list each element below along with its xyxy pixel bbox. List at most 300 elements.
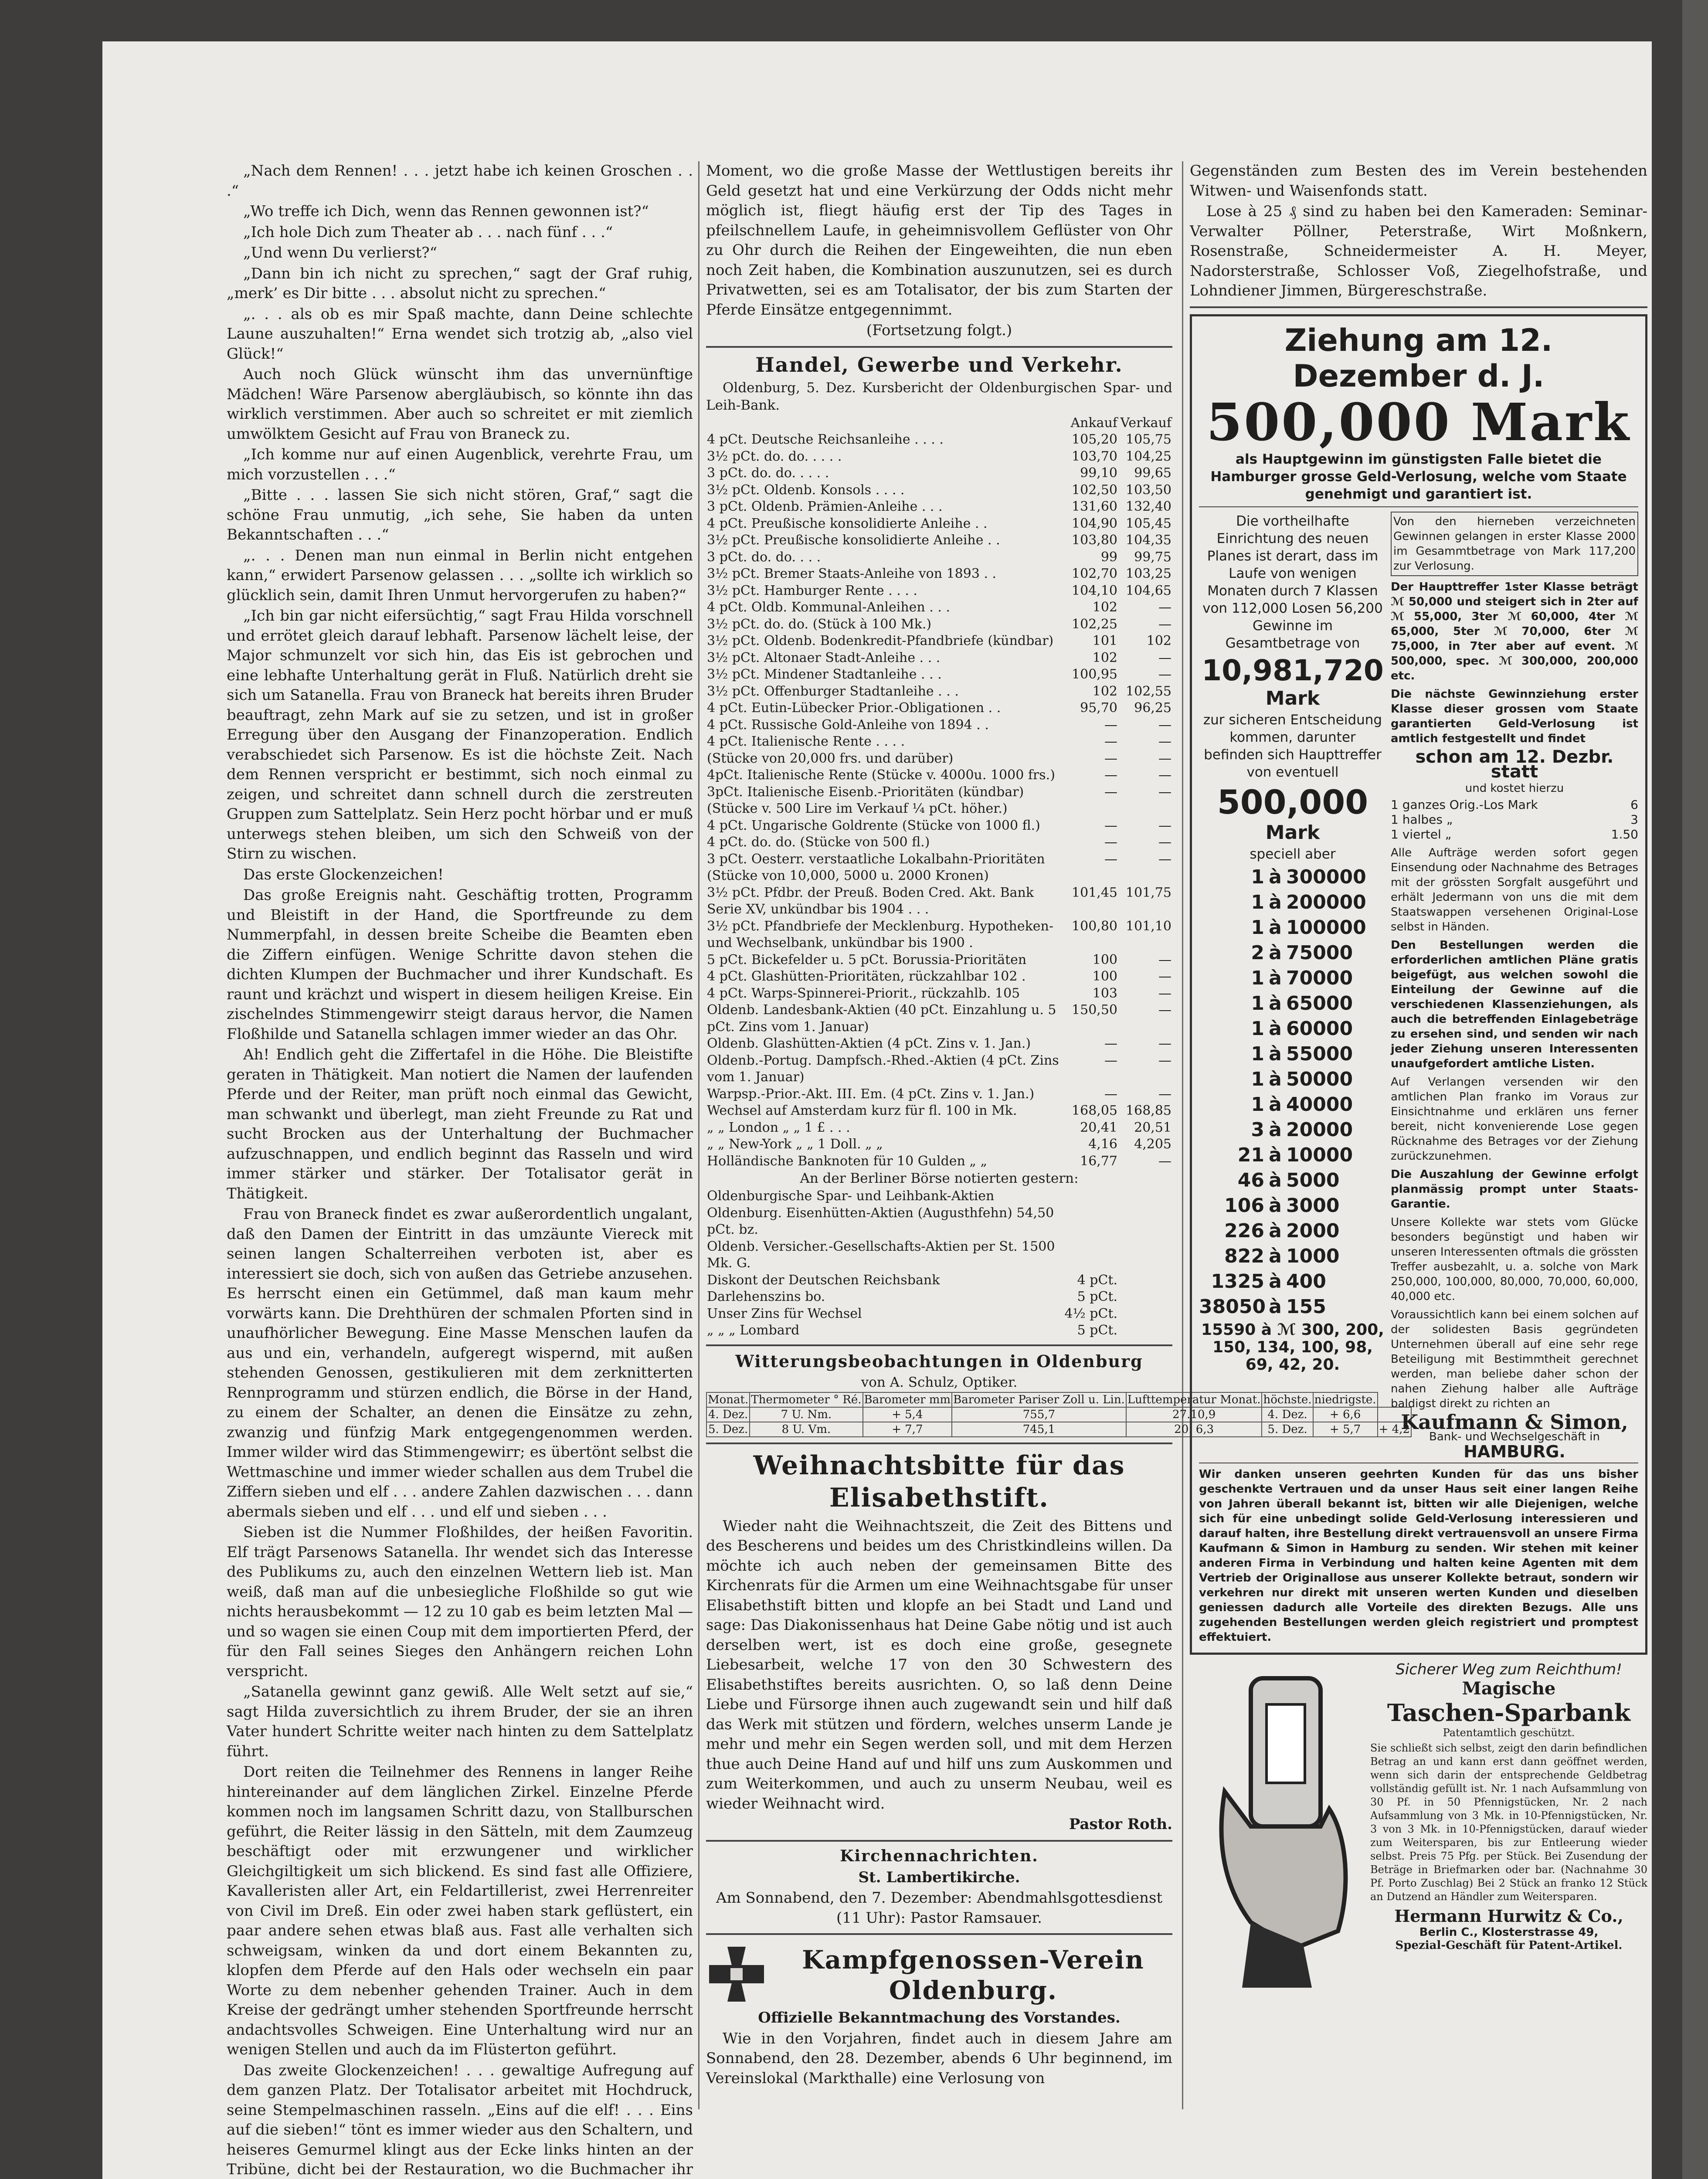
- prize-sep: à: [1269, 1295, 1282, 1318]
- security-name: 3½ pCt. Oldenb. Bodenkredit-Pfandbriefe (kündbar): [707, 633, 1054, 648]
- sell-rate: 101,75: [1126, 885, 1171, 900]
- price-label: 1 halbes „: [1391, 812, 1453, 827]
- prize-count: 1: [1251, 891, 1264, 913]
- prize-sep: à: [1269, 865, 1282, 888]
- buy-rate: 102: [1092, 683, 1117, 699]
- prize-sep: à: [1269, 1017, 1282, 1040]
- buy-rate: —: [1104, 767, 1117, 783]
- table-row: [706, 801, 1172, 818]
- sell-rate: —: [1158, 1153, 1171, 1169]
- prize-sep: à: [1269, 1042, 1282, 1065]
- sell-rate: 96,25: [1134, 700, 1171, 716]
- price-value: 3: [1630, 812, 1638, 827]
- lottery-ad-left: [1199, 511, 1386, 1459]
- lottery-ad-right-text: Auf Verlangen versenden wir den amtlichen Plan franko im Voraus zur Einsichtnahme und erklären uns ferner bereit, nicht konvenierende Lose gegen Rücknahme des Betrages vor der Ziehung zurückzunehmen.: [1391, 1075, 1638, 1163]
- sell-rate: —: [1158, 616, 1171, 632]
- prize-amount: 400: [1286, 1270, 1326, 1293]
- prize-row: [1199, 1244, 1386, 1269]
- prize-row: [1199, 1042, 1386, 1067]
- lottery-ad-left-text: speciell aber: [1250, 846, 1336, 862]
- divider: [706, 1344, 1172, 1346]
- table-row: [706, 952, 1172, 969]
- berlin-value: [1118, 1188, 1172, 1205]
- berlin-value: [1118, 1272, 1172, 1289]
- security-name: (Stücke von 10,000, 5000 u. 2000 Kronen): [707, 868, 989, 883]
- divider: [706, 1840, 1172, 1842]
- novel-paragraph: Das zweite Glockenzeichen! . . . gewaltige Aufregung auf dem ganzen Platz. Der Totalisator arbeitet mit Hochdruck, seine Stempelmaschinen rasseln. „Eins auf die elf! . . . Eins auf die sieben!“ tönt es immer wieder aus den Schaltern, und heiseres Gemurmel klingt aus der Ecke links hinten an der Tribüne, dicht bei der Restauration, wo die Buchmacher ihr: [227, 2061, 693, 2178]
- prize-amount: 10000: [1286, 1144, 1353, 1166]
- prize-count: 1: [1251, 1017, 1264, 1040]
- prize-row: [1199, 1117, 1386, 1143]
- sparbank-patent: Patentamtlich geschützt.: [1443, 1726, 1575, 1739]
- prize-count: 1325: [1211, 1270, 1264, 1293]
- buy-rate: 102,25: [1072, 616, 1117, 632]
- sparbank-text-block: [1370, 1661, 1647, 1992]
- buy-rate: [1064, 801, 1118, 818]
- buy-rate: —: [1104, 835, 1117, 850]
- prize-row: [1199, 1092, 1386, 1117]
- prize-count: 1: [1251, 865, 1264, 888]
- table-row: [706, 784, 1172, 801]
- weather-cell: 5. Dez.: [706, 1422, 750, 1437]
- sell-rate: —: [1158, 750, 1171, 766]
- thanks-text: Wir danken unseren geehrten Kunden für das uns bisher geschenkte Vertrauen und da unser Haus seit einer langen Reihe von Jahren überall bekannt ist, bitten wir alle Diejenigen, welche sich für eine unbedingt solide Geld-Verlosung interessieren und darauf halten, ihre Bestellung direkt vertrauensvoll an unsere Firma Kaufmann & Simon in Hamburg zu senden. Wir stehen mit keiner anderen Firma in Verbindung und halten keine Agenten mit dem Vertrieb der Originallose aus unserer Kollekte betraut, sondern wir verkehren nur direkt mit unseren werten Kunden und dieselben geniessen dadurch alle Vorteile des direkten Bezugs. Alle uns zugehenden Bestellungen werden gleich registriert und promptest effektuiert.: [1199, 1467, 1638, 1644]
- sell-rate: —: [1158, 1052, 1171, 1068]
- sparbank-title: Taschen-Sparbank: [1387, 1698, 1631, 1727]
- prize-sep: à: [1269, 967, 1282, 989]
- weather-cell: 5. Dez.: [1262, 1422, 1313, 1437]
- lottery-total-amount: 10,981,720: [1202, 653, 1384, 687]
- weather-cell: + 6,6: [1313, 1407, 1378, 1422]
- prize-amount: 50000: [1286, 1068, 1353, 1090]
- security-name: Oldenb. Glashütten-Aktien (4 pCt. Zins v. 1. Jan.): [707, 1036, 1031, 1051]
- sell-rate: —: [1158, 851, 1171, 867]
- weather-header-cell: Lufttemperatur Monat.: [1126, 1392, 1262, 1407]
- lottery-jackpot: 500,000: [1217, 782, 1368, 821]
- table-row: [706, 968, 1172, 985]
- table-row: [706, 1086, 1172, 1103]
- section-title: Handel, Gewerbe und Verkehr.: [755, 353, 1123, 377]
- table-row: [706, 566, 1172, 583]
- table-row: [706, 448, 1172, 465]
- prize-row: [1199, 940, 1386, 966]
- novel-paragraph: „. . . als ob es mir Spaß machte, dann Deine schlechte Laune auszuhalten!“ Erna wendet sich trotzig ab, „also viel Glück!“: [227, 305, 693, 363]
- table-row: [706, 767, 1172, 784]
- verein-title: Kampfgenossen-Verein Oldenburg.: [802, 1945, 1144, 2005]
- sell-rate: —: [1158, 1036, 1171, 1051]
- prize-list: [1199, 865, 1386, 1320]
- prize-amount: 1000: [1286, 1245, 1340, 1267]
- table-row: [706, 1306, 1172, 1323]
- security-name: 3 pCt. Oldenb. Prämien-Anleihe . . .: [707, 499, 943, 514]
- buy-rate: —: [1104, 750, 1117, 766]
- lottery-ad-big: 500,000 Mark: [1206, 391, 1631, 452]
- lottery-ad-sub: als Hauptgewinn im günstigsten Falle bietet die Hamburger grosse Geld-Verlosung, welche vom Staate genehmigt und garantiert ist.: [1210, 451, 1627, 502]
- sell-rate: 105,45: [1126, 516, 1171, 531]
- prize-row: [1199, 991, 1386, 1016]
- prize-count: 3: [1251, 1118, 1264, 1141]
- prize-amount: 65000: [1286, 992, 1353, 1015]
- berlin-value: [1118, 1306, 1172, 1323]
- berlin-value: [1118, 1205, 1172, 1239]
- table-row: [706, 818, 1172, 835]
- weather-cell: + 4,2: [1378, 1422, 1411, 1437]
- price-value: 6: [1630, 797, 1638, 812]
- prize-count: 1: [1251, 967, 1264, 989]
- berlin-table: [706, 1188, 1172, 1339]
- novel-paragraph: „Ich hole Dich zum Theater ab . . . nach fünf . . .“: [243, 223, 613, 241]
- prize-amount: 5000: [1286, 1169, 1340, 1191]
- prize-amount: 20000: [1286, 1118, 1353, 1141]
- sparbank-text: Sie schließt sich selbst, zeigt den darin befindlichen Betrag an und kann erst dann geöffnet werden, wenn sich darin der entsprechende Geldbetrag vollständig gefüllt ist. Nr. 1 nach Aufsammlung von 30 Pf. in 50 Pfennigstücken, Nr. 2 nach Aufsammlung von 3 Mk. in 10-Pfennigstücken, Nr. 3 von 3 Mk. in 10-Pfennigstücken, darauf wieder zum Weitersparen, bis zur Entleerung wieder selbst. Preis 75 Pfg. per Stück. Bei Zusendung der Beträge in Briefmarken oder bar. (Nachnahme 30 Pf. Porto Zuschlag) Bei 2 Stück an franko 12 Stück an Dutzend an Händler zum Weitersparen.: [1370, 1741, 1647, 1903]
- lottery-ad-right-text: Die Auszahlung der Gewinne erfolgt planmässig prompt unter Staats-Garantie.: [1391, 1168, 1638, 1211]
- security-name: 3½ pCt. Pfandbriefe der Mecklenburg. Hypotheken- und Wechselbank, unkündbar bis 1900 .: [707, 918, 1053, 950]
- prize-row: [1199, 966, 1386, 991]
- sell-rate: 132,40: [1126, 499, 1171, 514]
- berlin-item: „ „ „ Lombard: [707, 1323, 800, 1338]
- christmas-text: Wieder naht die Weihnachtszeit, die Zeit des Bittens und des Bescherens und beides um des Christkindleins willen. Da möchte ich auch neben der gemeinsamen Bitte des Kirchenrats für die Armen um eine Weihnachtsgabe für unser Elisabethstift bitten und klopfe an bei Stadt und Land und sage: Das Diakonissenhaus hat Deine Gabe nötig und ist auch derselben wert, ist es doch eine große, gesegnete Liebesarbeit, welche 17 von den 30 Schwestern des Elisabethstiftes bereits ausrichten. O, so laß denn Deine Liebe und Fürsorge ihnen auch zugewandt sein und hilf daß das Werk mit stützen und fördern, welches unserm Lande je mehr und mehr ein Segen werden soll, und mit dem Herzen thue auch Deine Hand auf und hilf uns zum Auskommen und zum Weiterkommen, und auch zu unserm Neubau, weil es wieder Weihnacht wird.: [706, 1517, 1172, 1812]
- firm-name: Kaufmann & Simon,: [1401, 1410, 1628, 1434]
- prize-sep: à: [1269, 1068, 1282, 1090]
- table-row: [706, 683, 1172, 700]
- column-novel: [227, 161, 693, 2178]
- table-row: [706, 549, 1172, 566]
- novel-paragraph: „Wo treffe ich Dich, wenn das Rennen gewonnen ist?“: [243, 203, 649, 220]
- sell-rate: 104,65: [1126, 583, 1171, 598]
- table-row: [706, 834, 1172, 851]
- table-row: [706, 650, 1172, 667]
- church-text: Am Sonnabend, den 7. Dezember: Abendmahlsgottesdienst (11 Uhr): Pastor Ramsauer.: [716, 1889, 1163, 1927]
- novel-paragraph: Dort reiten die Teilnehmer des Rennens in langer Reihe hintereinander auf dem länglichen Zirkel. Einzelne Pferde kommen noch im langsamen Schritt dazu, von Stallburschen geführt, die Reiter lässig in den Sätteln, mit dem Zaumzeug beschäftigt oder mit erzwungener und wirklicher Gleichgiltigkeit um sich blickend. Es sind fast alle Offiziere, Kavalleristen aller Art, ein Feldartillerist, zwei Herrenreiter von Civil im Dreß. Ein oder zwei haben stark geflüstert, ein paar andere sehen etwas blaß aus. Fast alle verhalten sich schweigsam, winken da und dort einem Bekannten zu, klopfen dem Pferde auf den Hals oder wechseln ein paar Worte zu dem nebenher gehenden Trainer. Auch in dem Kreise der gedrängt umher stehenden Sportfreunde herrscht andachtsvolles Schweigen. Eine Unterhaltung wird nur an wenigen Stellen und auch da im Flüsterton geführt.: [227, 1763, 693, 2058]
- prize-sep: à: [1269, 1144, 1282, 1166]
- divider: [1199, 506, 1638, 507]
- verein-continuation: Gegenständen zum Besten des im Verein bestehenden Witwen- und Waisenfonds statt.: [1190, 162, 1647, 200]
- security-name: 3½ pCt. Altonaer Stadt-Anleihe . . .: [707, 650, 941, 665]
- prize-sep: à: [1269, 992, 1282, 1015]
- prize-row: [1199, 1143, 1386, 1168]
- prize-count: 1: [1251, 916, 1264, 939]
- prize-sep: à: [1269, 1169, 1282, 1191]
- sell-rate: 105,75: [1126, 432, 1171, 447]
- security-name: 3½ pCt. Preußische konsolidierte Anleihe . .: [707, 533, 1000, 548]
- christmas-title: Weihnachtsbitte für das Elisabethstift.: [753, 1450, 1125, 1513]
- prize-amount: 300000: [1286, 865, 1366, 888]
- prize-count: 1: [1251, 992, 1264, 1015]
- security-name: (Stücke v. 500 Lire im Verkauf ¼ pCt. höher.): [707, 801, 1008, 816]
- sell-rate: [1118, 801, 1172, 818]
- berlin-title: An der Berliner Börse notierten gestern:: [800, 1171, 1079, 1186]
- lottery-ad-right: [1391, 511, 1638, 1459]
- sell-rate: —: [1158, 969, 1171, 984]
- buy-rate: 150,50: [1072, 1002, 1117, 1018]
- weather-cell: + 5,7: [1313, 1422, 1378, 1437]
- kurs-table: [706, 415, 1172, 1170]
- buy-rate: 168,05: [1072, 1103, 1117, 1118]
- buy-rate: 100,80: [1072, 918, 1117, 934]
- novel-paragraph: Ah! Endlich geht die Ziffertafel in die Höhe. Die Bleistifte geraten in Thätigkeit. Man notiert die Namen der laufenden Pferde und der Reiter, man prüft noch einmal das Gewicht, man schwankt und überlegt, man zieht Freunde zu Rat und sucht Brocken aus der Unterhaltung der Buchmacher aufzuschnappen, und endlich beginnt das Rasseln und wird immer stärker und stärker. Der Totalisator gerät in Thätigkeit.: [227, 1046, 693, 1202]
- sparbank-address: Berlin C., Klosterstrasse 49,: [1419, 1925, 1599, 1939]
- security-name: „ „ London „ „ 1 £ . . .: [707, 1120, 850, 1135]
- table-row: [706, 717, 1172, 734]
- sell-rate: —: [1158, 600, 1171, 615]
- buy-rate: 95,70: [1080, 700, 1117, 716]
- prize-count: 38050: [1199, 1295, 1266, 1318]
- sell-rate: —: [1158, 784, 1171, 800]
- weather-header-cell: Barometer Pariser Zoll u. Lin.: [952, 1392, 1126, 1407]
- price-label: 1 viertel „: [1391, 827, 1452, 842]
- table-row: [706, 1289, 1172, 1306]
- price-list: [1391, 798, 1638, 842]
- hand-holding-savings-bank-icon: [1190, 1661, 1364, 1992]
- christmas-signature: Pastor Roth.: [1069, 1816, 1172, 1833]
- table-row: [706, 516, 1172, 533]
- security-name: 5 pCt. Bickefelder u. 5 pCt. Borussia-Prioritäten: [707, 952, 1027, 967]
- lottery-ad-right-text: und kostet hierzu: [1465, 781, 1564, 795]
- berlin-item: Darlehenszins bo.: [707, 1289, 825, 1304]
- weather-cell: 27.10,9: [1126, 1407, 1262, 1422]
- security-name: 3½ pCt. do. do. (Stück à 100 Mk.): [707, 616, 932, 632]
- prize-row: [1199, 1193, 1386, 1218]
- divider: [706, 346, 1172, 348]
- buy-rate: 101,45: [1072, 885, 1117, 900]
- church-sub: St. Lambertikirche.: [858, 1868, 1020, 1886]
- table-row: [706, 985, 1172, 1002]
- prize-row: [1199, 1294, 1386, 1320]
- table-row: [706, 1153, 1172, 1170]
- table-row: [706, 1120, 1172, 1137]
- table-row: [706, 1052, 1172, 1086]
- sell-rate: 99,75: [1134, 549, 1171, 565]
- sell-rate: —: [1158, 835, 1171, 850]
- prize-sep: à: [1269, 1245, 1282, 1267]
- prize-amount: 60000: [1286, 1017, 1353, 1040]
- weather-cell: 4. Dez.: [1262, 1407, 1313, 1422]
- price-label: 1 ganzes Orig.-Los Mark: [1391, 797, 1538, 812]
- lottery-ad-right-text: Den Bestellungen werden die erforderlichen amtlichen Pläne gratis beigefügt, aus welchen sowohl die Einteilung der Gewinne auf die verschiedenen Klassenziehungen, als auch die betreffenden Einlagebeträge zu ersehen sind, und senden wir nach jeder Ziehung unseren Interessenten unaufgefordert amtliche Listen.: [1391, 938, 1638, 1070]
- buy-rate: —: [1104, 1036, 1117, 1051]
- draw-date: schon am 12. Dezbr. statt: [1415, 747, 1614, 782]
- firm-sub: Bank- und Wechselgeschäft in: [1429, 1430, 1600, 1443]
- table-row: [706, 851, 1172, 868]
- buy-rate: 103,80: [1072, 533, 1117, 548]
- prize-amount: 40000: [1286, 1093, 1353, 1116]
- buy-rate: 100: [1092, 969, 1117, 984]
- table-row: [706, 1205, 1172, 1239]
- buy-rate: —: [1104, 851, 1117, 867]
- security-name: 3½ pCt. Bremer Staats-Anleihe von 1893 . .: [707, 566, 997, 581]
- berlin-value: 5 pCt.: [1077, 1323, 1117, 1338]
- page-spine: [1682, 0, 1708, 2179]
- security-name: 4 pCt. Warps-Spinnerei-Priorit., rückzahlb. 105: [707, 985, 1020, 1001]
- security-name: 4 pCt. Glashütten-Prioritäten, rückzahlbar 102 .: [707, 969, 1026, 984]
- column-ads: [1190, 161, 1647, 2109]
- prize-count: 822: [1224, 1245, 1264, 1267]
- weather-cell: 7 U. Nm.: [750, 1407, 862, 1422]
- sell-rate: 102,55: [1126, 683, 1171, 699]
- prize-count: 1: [1251, 1093, 1264, 1116]
- table-row: [706, 1188, 1172, 1205]
- security-name: 4 pCt. Italienische Rente . . . .: [707, 734, 905, 749]
- sell-rate: —: [1158, 650, 1171, 665]
- berlin-value: 5 pCt.: [1077, 1289, 1117, 1304]
- novel-paragraph: „Dann bin ich nicht zu sprechen,“ sagt der Graf ruhig, „merk’ es Dir bitte . . . absolut nicht zu sprechen.“: [227, 265, 693, 302]
- security-name: Oldenb. Landesbank-Aktien (40 pCt. Einzahlung u. 5 pCt. Zins vom 1. Januar): [707, 1002, 1056, 1035]
- security-name: 3½ pCt. Oldenb. Konsols . . . .: [707, 482, 905, 498]
- kurs-header-row: [706, 415, 1172, 432]
- berlin-item: Oldenburgische Spar- und Leihbank-Aktien: [707, 1188, 995, 1204]
- novel-paragraph: „Bitte . . . lassen Sie sich nicht stören, Graf,“ sagt die schöne Frau unmutig, „ich sehe, Sie haben da unten Bekanntschaften . . .“: [227, 486, 693, 543]
- sell-rate: —: [1158, 985, 1171, 1001]
- security-name: 4 pCt. do. do. (Stücke von 500 fl.): [707, 835, 930, 850]
- weather-cell: + 5,4: [863, 1407, 952, 1422]
- sell-rate: 20,51: [1134, 1120, 1171, 1135]
- lose-text: Lose à 25 ₰ sind zu haben bei den Kameraden: Seminar-Verwalter Pöllner, Peterstraße, Wirt Moßnkern, Rosenstraße, Schneidermeister A. H. Meyer, Nadorsterstraße, Schlosser Voß, Ziegelhofstraße, und Lohndiener Jimmen, Bürgereschstraße.: [1190, 203, 1647, 299]
- berlin-item: Diskont der Deutschen Reichsbank: [707, 1272, 940, 1288]
- security-name: 3 pCt. do. do. . . . .: [707, 465, 829, 481]
- prize-row: [1199, 1016, 1386, 1042]
- price-row: [1391, 798, 1638, 812]
- buy-rate: 131,60: [1072, 499, 1117, 514]
- prize-tail: 15590 à ℳ 300, 200, 150, 134, 100, 98, 69, 42, 20.: [1201, 1320, 1384, 1374]
- prize-sep: à: [1269, 1093, 1282, 1116]
- prize-count: 1: [1251, 1042, 1264, 1065]
- berlin-value: 4 pCt.: [1077, 1272, 1117, 1288]
- table-row: [706, 918, 1172, 952]
- buy-rate: —: [1104, 784, 1117, 800]
- prize-row: [1199, 1168, 1386, 1193]
- security-name: Warpsp.-Prior.-Akt. III. Em. (4 pCt. Zins v. 1. Jan.): [707, 1086, 1035, 1102]
- berlin-item: Oldenburg. Eisenhütten-Aktien (Augusthfehn) 54,50 pCt. bz.: [707, 1205, 1054, 1237]
- berlin-value: [1064, 1205, 1118, 1239]
- to-be-continued: (Fortsetzung folgt.): [866, 322, 1012, 339]
- prize-sep: à: [1269, 1194, 1282, 1217]
- kurs-header-cell: Ankauf: [1070, 415, 1117, 431]
- sell-rate: —: [1158, 767, 1171, 783]
- berlin-value: [1118, 1289, 1172, 1306]
- price-value: 1.50: [1611, 827, 1638, 842]
- prize-row: [1199, 865, 1386, 890]
- buy-rate: 102: [1092, 600, 1117, 615]
- sell-rate: —: [1158, 717, 1171, 733]
- buy-rate: 100,95: [1072, 667, 1117, 682]
- table-row: [706, 700, 1172, 717]
- lottery-jackpot-unit: Mark: [1265, 821, 1320, 844]
- weather-header-cell: Barometer mm: [863, 1392, 952, 1407]
- security-name: (Stücke von 20,000 frs. und darüber): [707, 750, 954, 766]
- novel-paragraph: Das große Ereignis naht. Geschäftig trotten, Programm und Bleistift in der Hand, die Sportfreunde zu dem Nummerpfahl, in dessen breite Scheibe die Beamten eben die Ziffern einfügen. Wenige Schritte davon stehen die dichten Klumpen der Buchmacher und ihrer Kundschaft. Es raunt und krächzt und wispert in diesem heiligen Kreise. Ein zischelndes Stimmengewirr steigt daraus hervor, die Namen Floßhilde und Satanella schlagen immer wieder an das Ohr.: [227, 886, 693, 1043]
- divider: [706, 1442, 1172, 1444]
- sell-rate: 102: [1146, 633, 1171, 648]
- sell-rate: 103,25: [1126, 566, 1171, 581]
- buy-rate: 20,41: [1080, 1120, 1117, 1135]
- weather-header-cell: höchste.: [1262, 1392, 1313, 1407]
- prize-sep: à: [1269, 1270, 1282, 1293]
- buy-rate: 101: [1092, 633, 1117, 648]
- novel-paragraph: „Nach dem Rennen! . . . jetzt habe ich keinen Groschen . . .“: [227, 162, 693, 200]
- weather-sub: von A. Schulz, Optiker.: [861, 1374, 1018, 1390]
- prize-sep: à: [1269, 941, 1282, 964]
- security-name: 3½ pCt. do. do. . . . .: [707, 448, 842, 464]
- weather-cell: 20. 6,3: [1126, 1422, 1262, 1437]
- lottery-ad-left-text: Die vortheilhafte Einrichtung des neuen Planes ist derart, dass im Laufe von wenigen Monaten durch 7 Klassen von 112,000 Losen 56,200 Gewinne im Gesamtbetrage von: [1202, 513, 1383, 651]
- prize-sep: à: [1269, 891, 1282, 913]
- novel-paragraph: Sieben ist die Nummer Floßhildes, der heißen Favoritin. Elf trägt Parsenows Satanella. Ihr wendet sich das Interesse des Publikums zu, auch den einzelnen Wettern lieb ist. Man weiß, daß man auf die unbesiegliche Floßhilde so gut wie nichts herausbekommt — 12 zu 10 gab es beim letzten Mal — und so wagen sie einen Coup mit dem importierten Pferd, der für den Fall seines Sieges den Anhängern reichen Lohn verspricht.: [227, 1524, 693, 1680]
- price-row: [1391, 812, 1638, 827]
- security-name: 4pCt. Italienische Rente (Stücke v. 4000u. 1000 frs.): [707, 767, 1055, 783]
- security-name: 4 pCt. Ungarische Goldrente (Stücke von 1000 fl.): [707, 818, 1040, 833]
- prize-sep: à: [1269, 1118, 1282, 1141]
- buy-rate: 99: [1100, 549, 1117, 565]
- novel-paragraph: „Satanella gewinnt ganz gewiß. Alle Welt setzt auf sie,“ sagt Hilda zuversichtlich zu ihrem Bruder, der sie an ihren Vater hundert Schritte weiter nach hinten zu dem Sattelplatz führt.: [227, 1683, 693, 1760]
- sell-rate: 101,10: [1126, 918, 1171, 934]
- buy-rate: 16,77: [1080, 1153, 1117, 1169]
- security-name: Holländische Banknoten für 10 Gulden „ „: [707, 1153, 988, 1169]
- novel-continuation: Moment, wo die große Masse der Wettlustigen bereits ihr Geld gesetzt hat und eine Verkürzung der Odds nicht mehr möglich ist, fliegt häufig erst der Tip des Tages in pfeilschnellem Laufe, in geheimnisvollem Geflüster von Ohr zu Ohr durch die Reihen der Eingeweihten, die nun eben noch Zeit haben, die Kombination auszunutzen, sei es durch Privatwetten, sei es am Totalisator, der bis zum Starten der Pferde Einsätze entgegennimmt.: [706, 162, 1172, 319]
- kurs-header: Oldenburg, 5. Dez. Kursbericht der Oldenburgischen Spar- und Leih-Bank.: [706, 380, 1172, 413]
- prize-amount: 3000: [1286, 1194, 1340, 1217]
- weather-header-cell: Monat.: [706, 1392, 750, 1407]
- table-row: [706, 1035, 1172, 1052]
- table-row: [706, 1272, 1172, 1289]
- prize-row: [1199, 915, 1386, 940]
- sell-rate: 4,205: [1134, 1137, 1171, 1152]
- novel-paragraph: Das erste Glockenzeichen!: [243, 865, 444, 883]
- sparbank-specialty: Spezial-Geschäft für Patent-Artikel.: [1395, 1938, 1623, 1952]
- buy-rate: 102: [1092, 650, 1117, 665]
- security-name: 3 pCt. do. do. . . .: [707, 549, 821, 565]
- lottery-ad-right-text: Die nächste Gewinnziehung erster Klasse dieser grossen vom Staate garantierten Geld-Verlosung ist amtlich festgestellt und findet: [1391, 687, 1638, 745]
- sparbank-ad: [1190, 1661, 1647, 1992]
- berlin-value: [1064, 1188, 1118, 1205]
- prize-count: 226: [1224, 1219, 1264, 1242]
- prize-amount: 75000: [1286, 941, 1353, 964]
- prize-amount: 55000: [1286, 1042, 1353, 1065]
- berlin-value: [1118, 1322, 1172, 1339]
- buy-rate: —: [1104, 1086, 1117, 1102]
- table-row: [706, 1103, 1172, 1120]
- sparbank-firm: Hermann Hurwitz & Co.,: [1394, 1906, 1623, 1926]
- security-name: 3½ pCt. Pfdbr. der Preuß. Boden Cred. Akt. Bank Serie XV, unkündbar bis 1904 . . .: [707, 885, 1034, 917]
- sell-rate: 168,85: [1126, 1103, 1171, 1118]
- table-row: [706, 1322, 1172, 1339]
- novel-paragraph: Auch noch Glück wünscht ihm das unvernünftige Mädchen! Wäre Parsenow abergläubisch, so könnte ihn das wirklich verstimmen. Aber auch so schreitet er mit ziemlich umwölktem Gesicht auf Frau von Braneck zu.: [227, 366, 693, 443]
- lottery-ad-right-text: Unsere Kollekte war stets vom Glücke besonders begünstigt und haben wir unseren Interessenten oftmals die grössten Treffer ausbezahlt, u. a. solche von Mark 250,000, 100,000, 80,000, 70,000, 60,000, 40,000 etc.: [1391, 1215, 1638, 1303]
- buy-rate: [1064, 868, 1118, 885]
- lottery-ad-right-text: Von den hierneben verzeichneten Gewinnen gelangen in erster Klasse 2000 im Gesammtbetrage von Mark 117,200 zur Verlosung.: [1391, 512, 1638, 576]
- church-title: Kirchennachrichten.: [840, 1846, 1039, 1865]
- buy-rate: —: [1104, 1052, 1117, 1068]
- prize-amount: 155: [1286, 1295, 1326, 1318]
- divider: [706, 1933, 1172, 1935]
- novel-paragraph: „. . . Denen man nun einmal in Berlin nicht entgehen kann,“ erwidert Parsenow gelassen . . . „sollte ich wirklich so glücklich sein, damit Ihren Unmut hervorgerufen zu haben?“: [227, 546, 693, 604]
- sell-rate: [1118, 868, 1172, 885]
- buy-rate: 4,16: [1088, 1137, 1117, 1152]
- lottery-ad-right-text: Der Haupttreffer 1ster Klasse beträgt ℳ 50,000 und steigert sich in 2ter auf ℳ 55,000, 3ter ℳ 60,000, 4ter ℳ 65,000, 5ter ℳ 70,000, 6ter ℳ 75,000, in 7ter aber auf event. ℳ 500,000, spec. ℳ 300,000, 200,000 etc.: [1391, 580, 1638, 682]
- table-row: [706, 583, 1172, 600]
- weather-header-cell: Thermometer ° Ré.: [750, 1392, 862, 1407]
- berlin-value: 4½ pCt.: [1064, 1306, 1117, 1321]
- table-row: [706, 482, 1172, 499]
- buy-rate: 103,70: [1072, 448, 1117, 464]
- security-name: 4 pCt. Russische Gold-Anleihe von 1894 . .: [707, 717, 989, 733]
- sell-rate: 104,35: [1126, 533, 1171, 548]
- price-row: [1391, 827, 1638, 842]
- column-divider: [698, 161, 699, 2109]
- kurs-header-cell: Verkauf: [1120, 415, 1171, 431]
- buy-rate: —: [1104, 818, 1117, 833]
- buy-rate: —: [1104, 734, 1117, 749]
- sell-rate: —: [1158, 734, 1171, 749]
